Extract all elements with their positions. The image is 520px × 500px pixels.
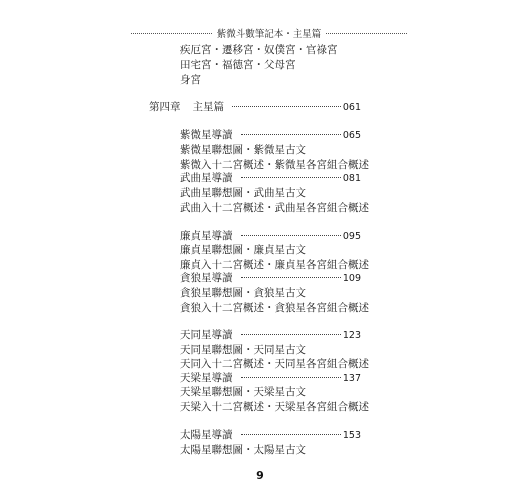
toc-subline: 武曲入十二宮概述・武曲星各宮組合概述 xyxy=(180,202,369,214)
header-rule-left xyxy=(131,33,212,34)
page-number: 9 xyxy=(256,469,264,482)
toc-entry-page: 065 xyxy=(342,130,361,141)
toc-entry-title: 貪狼星導讀 xyxy=(180,272,233,284)
toc-entry xyxy=(180,229,361,244)
toc-subline: 太陽星聯想圖・太陽星古文 xyxy=(180,444,306,456)
toc-subline: 天同星聯想圖・天同星古文 xyxy=(180,344,306,356)
dot-leader xyxy=(241,334,341,335)
toc-entry xyxy=(180,371,361,386)
header-title: 紫微斗數筆記本・主星篇 xyxy=(216,29,322,40)
toc-subline: 天梁星聯想圖・天梁星古文 xyxy=(180,386,306,398)
chapter-page: 061 xyxy=(342,102,361,113)
toc-entry xyxy=(180,128,361,143)
intro-line-1: 疾厄宮・遷移宮・奴僕宮・官祿宮 xyxy=(180,44,338,56)
toc-entry-page: 081 xyxy=(342,173,361,184)
toc-entry xyxy=(180,428,361,443)
toc-subline: 廉貞入十二宮概述・廉貞星各宮組合概述 xyxy=(180,259,369,271)
toc-subline: 紫微入十二宮概述・紫微星各宮組合概述 xyxy=(180,159,369,171)
toc-subline: 貪狼星聯想圖・貪狼星古文 xyxy=(180,287,306,299)
chapter-label: 第四章 xyxy=(149,101,181,113)
toc-subline: 天同入十二宮概述・天同星各宮組合概述 xyxy=(180,358,369,370)
toc-entry-title: 武曲星導讀 xyxy=(180,172,233,184)
toc-entry-page: 123 xyxy=(342,330,361,341)
toc-entry xyxy=(180,271,361,286)
toc-subline: 武曲星聯想圖・武曲星古文 xyxy=(180,187,306,199)
toc-entry-title: 廉貞星導讀 xyxy=(180,230,233,242)
toc-chapter-entry xyxy=(149,100,361,115)
toc-entry-page: 153 xyxy=(342,430,361,441)
running-header xyxy=(131,26,407,40)
toc-subline: 廉貞星聯想圖・廉貞星古文 xyxy=(180,244,306,256)
dot-leader xyxy=(241,277,341,278)
toc-entry-page: 109 xyxy=(342,273,361,284)
dot-leader xyxy=(241,377,341,378)
toc-subline: 紫微星聯想圖・紫微星古文 xyxy=(180,144,306,156)
chapter-title: 主星篇 xyxy=(192,101,224,113)
toc-entry-title: 天同星導讀 xyxy=(180,329,233,341)
dot-leader xyxy=(241,235,341,236)
toc-subline: 貪狼入十二宮概述・貪狼星各宮組合概述 xyxy=(180,302,369,314)
intro-line-2: 田宅宮・福德宮・父母宮 xyxy=(180,59,296,71)
toc-entry-title: 天梁星導讀 xyxy=(180,372,233,384)
intro-line-3: 身宮 xyxy=(180,74,201,86)
toc-subline: 天梁入十二宮概述・天梁星各宮組合概述 xyxy=(180,401,369,413)
toc-entry-page: 137 xyxy=(342,373,361,384)
dot-leader xyxy=(232,106,341,107)
toc-entry-title: 紫微星導讀 xyxy=(180,129,233,141)
toc-entry-page: 095 xyxy=(342,231,361,242)
toc-entry xyxy=(180,328,361,343)
dot-leader xyxy=(241,434,341,435)
dot-leader xyxy=(241,134,341,135)
header-rule-right xyxy=(326,33,407,34)
toc-entry xyxy=(180,171,361,186)
dot-leader xyxy=(241,177,341,178)
toc-entry-title: 太陽星導讀 xyxy=(180,429,233,441)
